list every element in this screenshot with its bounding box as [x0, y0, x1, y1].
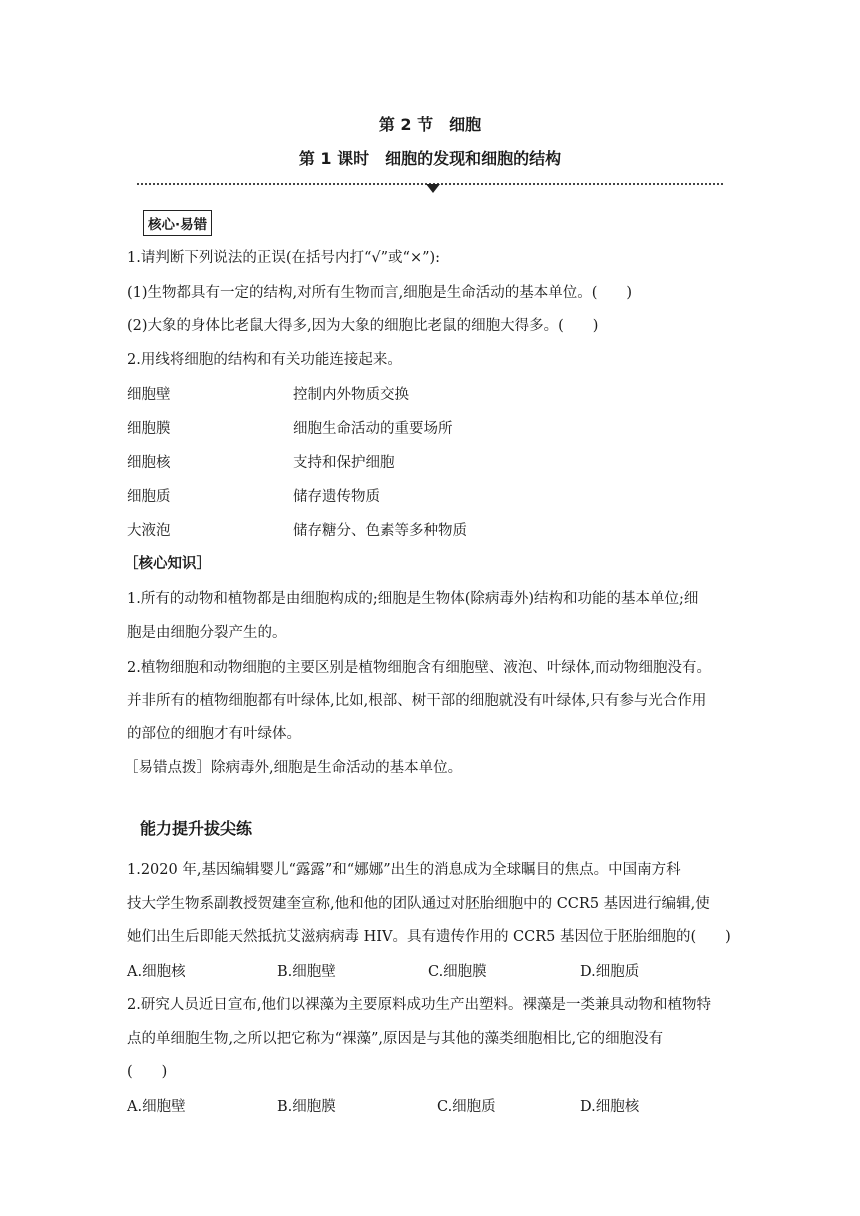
- lesson-title: 第 1 课时 细胞的发现和细胞的结构: [298, 149, 562, 168]
- ex2-option-b[interactable]: B.细胞膜: [277, 1099, 336, 1115]
- ex1-option-b[interactable]: B.细胞壁: [277, 964, 336, 980]
- knowledge-line: 的部位的细胞才有叶绿体。: [127, 726, 301, 742]
- structure-item: 大液泡: [127, 523, 171, 539]
- tip-text: 除病毒外,细胞是生命活动的基本单位。: [211, 760, 463, 776]
- knowledge-line: 1.所有的动物和植物都是由细胞构成的;细胞是生物体(除病毒外)结构和功能的基本单位;细: [127, 591, 699, 607]
- knowledge-line: 并非所有的植物细胞都有叶绿体,比如,根部、树干部的细胞就没有叶绿体,只有参与光合作用: [127, 693, 707, 709]
- ex1-line: 她们出生后即能天然抵抗艾滋病病毒 HIV。具有遗传作用的 CCR5 基因位于胚胎细胞的( ): [127, 929, 731, 945]
- structure-item: 细胞质: [127, 489, 171, 505]
- structure-item: 细胞核: [127, 455, 171, 471]
- function-item: 储存糖分、色素等多种物质: [293, 523, 467, 539]
- knowledge-line: 2.植物细胞和动物细胞的主要区别是植物细胞含有细胞壁、液泡、叶绿体,而动物细胞没有。: [127, 660, 711, 676]
- ex1-line: 1.2020 年,基因编辑婴儿“露露”和“娜娜”出生的消息成为全球瞩目的焦点。中国南方科: [127, 862, 681, 878]
- ex1-option-d[interactable]: D.细胞质: [580, 964, 640, 980]
- knowledge-line: 胞是由细胞分裂产生的。: [127, 625, 287, 641]
- ex1-option-c[interactable]: C.细胞膜: [428, 964, 487, 980]
- ex2-option-a[interactable]: A.细胞壁: [127, 1099, 186, 1115]
- ex2-line: ( ): [127, 1064, 168, 1080]
- core-box-label: 核心·易错: [143, 210, 212, 236]
- tip-line: [124, 756, 462, 777]
- core-knowledge-heading: ［核心知识］: [124, 556, 211, 572]
- section-title: 第 2 节 细胞: [378, 115, 482, 134]
- ex2-line: 2.研究人员近日宣布,他们以裸藻为主要原料成功生产出塑料。裸藻是一类兼具动物和植物特: [127, 997, 711, 1013]
- structure-item: 细胞壁: [127, 387, 171, 403]
- ex1-line: 技大学生物系副教授贺建奎宣称,他和他的团队通过对胚胎细胞中的 CCR5 基因进行编辑,使: [127, 896, 710, 912]
- function-item: 储存遗传物质: [293, 489, 380, 505]
- ex2-option-c[interactable]: C.细胞质: [437, 1099, 496, 1115]
- divider-arrow-icon: [426, 184, 440, 193]
- function-item: 控制内外物质交换: [293, 387, 409, 403]
- q2-intro: 2.用线将细胞的结构和有关功能连接起来。: [127, 352, 402, 368]
- q1-item1: (1)生物都具有一定的结构,对所有生物而言,细胞是生命活动的基本单位。( ): [127, 285, 633, 301]
- q1-item2: (2)大象的身体比老鼠大得多,因为大象的细胞比老鼠的细胞大得多。( ): [127, 318, 599, 334]
- tip-label: ［易错点拨］: [124, 760, 211, 776]
- ability-heading: 能力提升拔尖练: [140, 819, 253, 838]
- ex2-option-d[interactable]: D.细胞核: [580, 1099, 640, 1115]
- function-item: 细胞生命活动的重要场所: [293, 421, 453, 437]
- function-item: 支持和保护细胞: [293, 455, 395, 471]
- ex2-line: 点的单细胞生物,之所以把它称为“裸藻”,原因是与其他的藻类细胞相比,它的细胞没有: [127, 1031, 664, 1047]
- q1-intro: 1.请判断下列说法的正误(在括号内打“√”或“×”):: [127, 250, 441, 266]
- ex1-option-a[interactable]: A.细胞核: [127, 964, 186, 980]
- structure-item: 细胞膜: [127, 421, 171, 437]
